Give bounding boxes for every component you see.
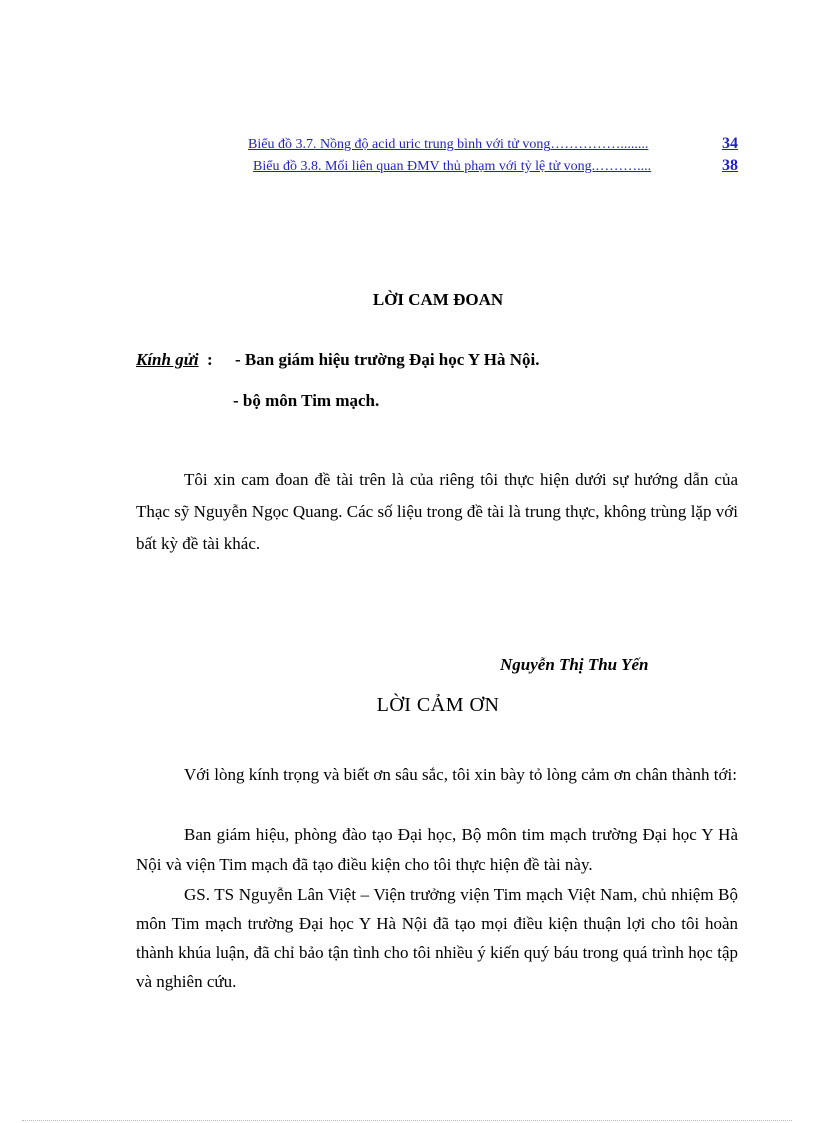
addressee-line-1: - Ban giám hiệu trường Đại học Y Hà Nội. [235, 350, 540, 369]
toc-entry-bieu-do-3-7[interactable] [248, 137, 738, 153]
toc-entry-page: 38 [722, 157, 738, 174]
cam-doan-title: LỜI CAM ĐOAN [372, 290, 504, 309]
signature: Nguyễn Thị Thu Yến [500, 655, 649, 674]
toc-entry-leader: ……….... [595, 159, 652, 174]
cam-on-paragraph-2: Ban giám hiệu, phòng đào tạo Đại học, Bộ môn tim mạch trường Đại học Y Hà Nội và viện Tim mạch đã tạo điều kiện cho tôi thực hiện đề tài này. [136, 825, 738, 874]
toc-entry-page: 34 [722, 135, 738, 152]
toc-entry-bieu-do-3-8[interactable] [253, 159, 738, 175]
toc-entry-leader: ……………........ [550, 137, 649, 152]
addressee-label: Kính gửi [136, 350, 199, 369]
cam-doan-body: Tôi xin cam đoan đề tài trên là của riêng tôi thực hiện dưới sự hướng dẫn của Thạc sỹ Nguyễn Ngọc Quang. Các số liệu trong đề tài là trung thực, không trùng lặp với bất kỳ đề tài khác. [136, 470, 738, 553]
addressee-colon: : [207, 350, 213, 369]
cam-on-title: LỜI CẢM ƠN [376, 694, 500, 716]
addressee-line-2: - bộ môn Tim mạch. [233, 391, 380, 410]
cam-on-paragraph-3: GS. TS Nguyễn Lân Việt – Viện trưởng viện Tim mạch Việt Nam, chủ nhiệm Bộ môn Tim mạch trường Đại học Y Hà Nội đã tạo mọi điều kiện thuận lợi cho tôi hoàn thành khúa luận, đã chỉ bảo tận tình cho tôi nhiều ý kiến quý báu trong quá trình học tập và nghiên cứu. [136, 885, 738, 991]
cam-on-paragraph-1: Với lòng kính trọng và biết ơn sâu sắc, tôi xin bày tỏ lòng cảm ơn chân thành tới: [184, 765, 737, 784]
toc-entry-text: Biểu đồ 3.7. Nồng độ acid uric trung bình với tử vong [248, 137, 551, 152]
toc-entry-text: Biểu đồ 3.8. Mối liên quan ĐMV thủ phạm với tỷ lệ tử vong. [253, 159, 596, 174]
footer-divider [22, 1120, 792, 1121]
